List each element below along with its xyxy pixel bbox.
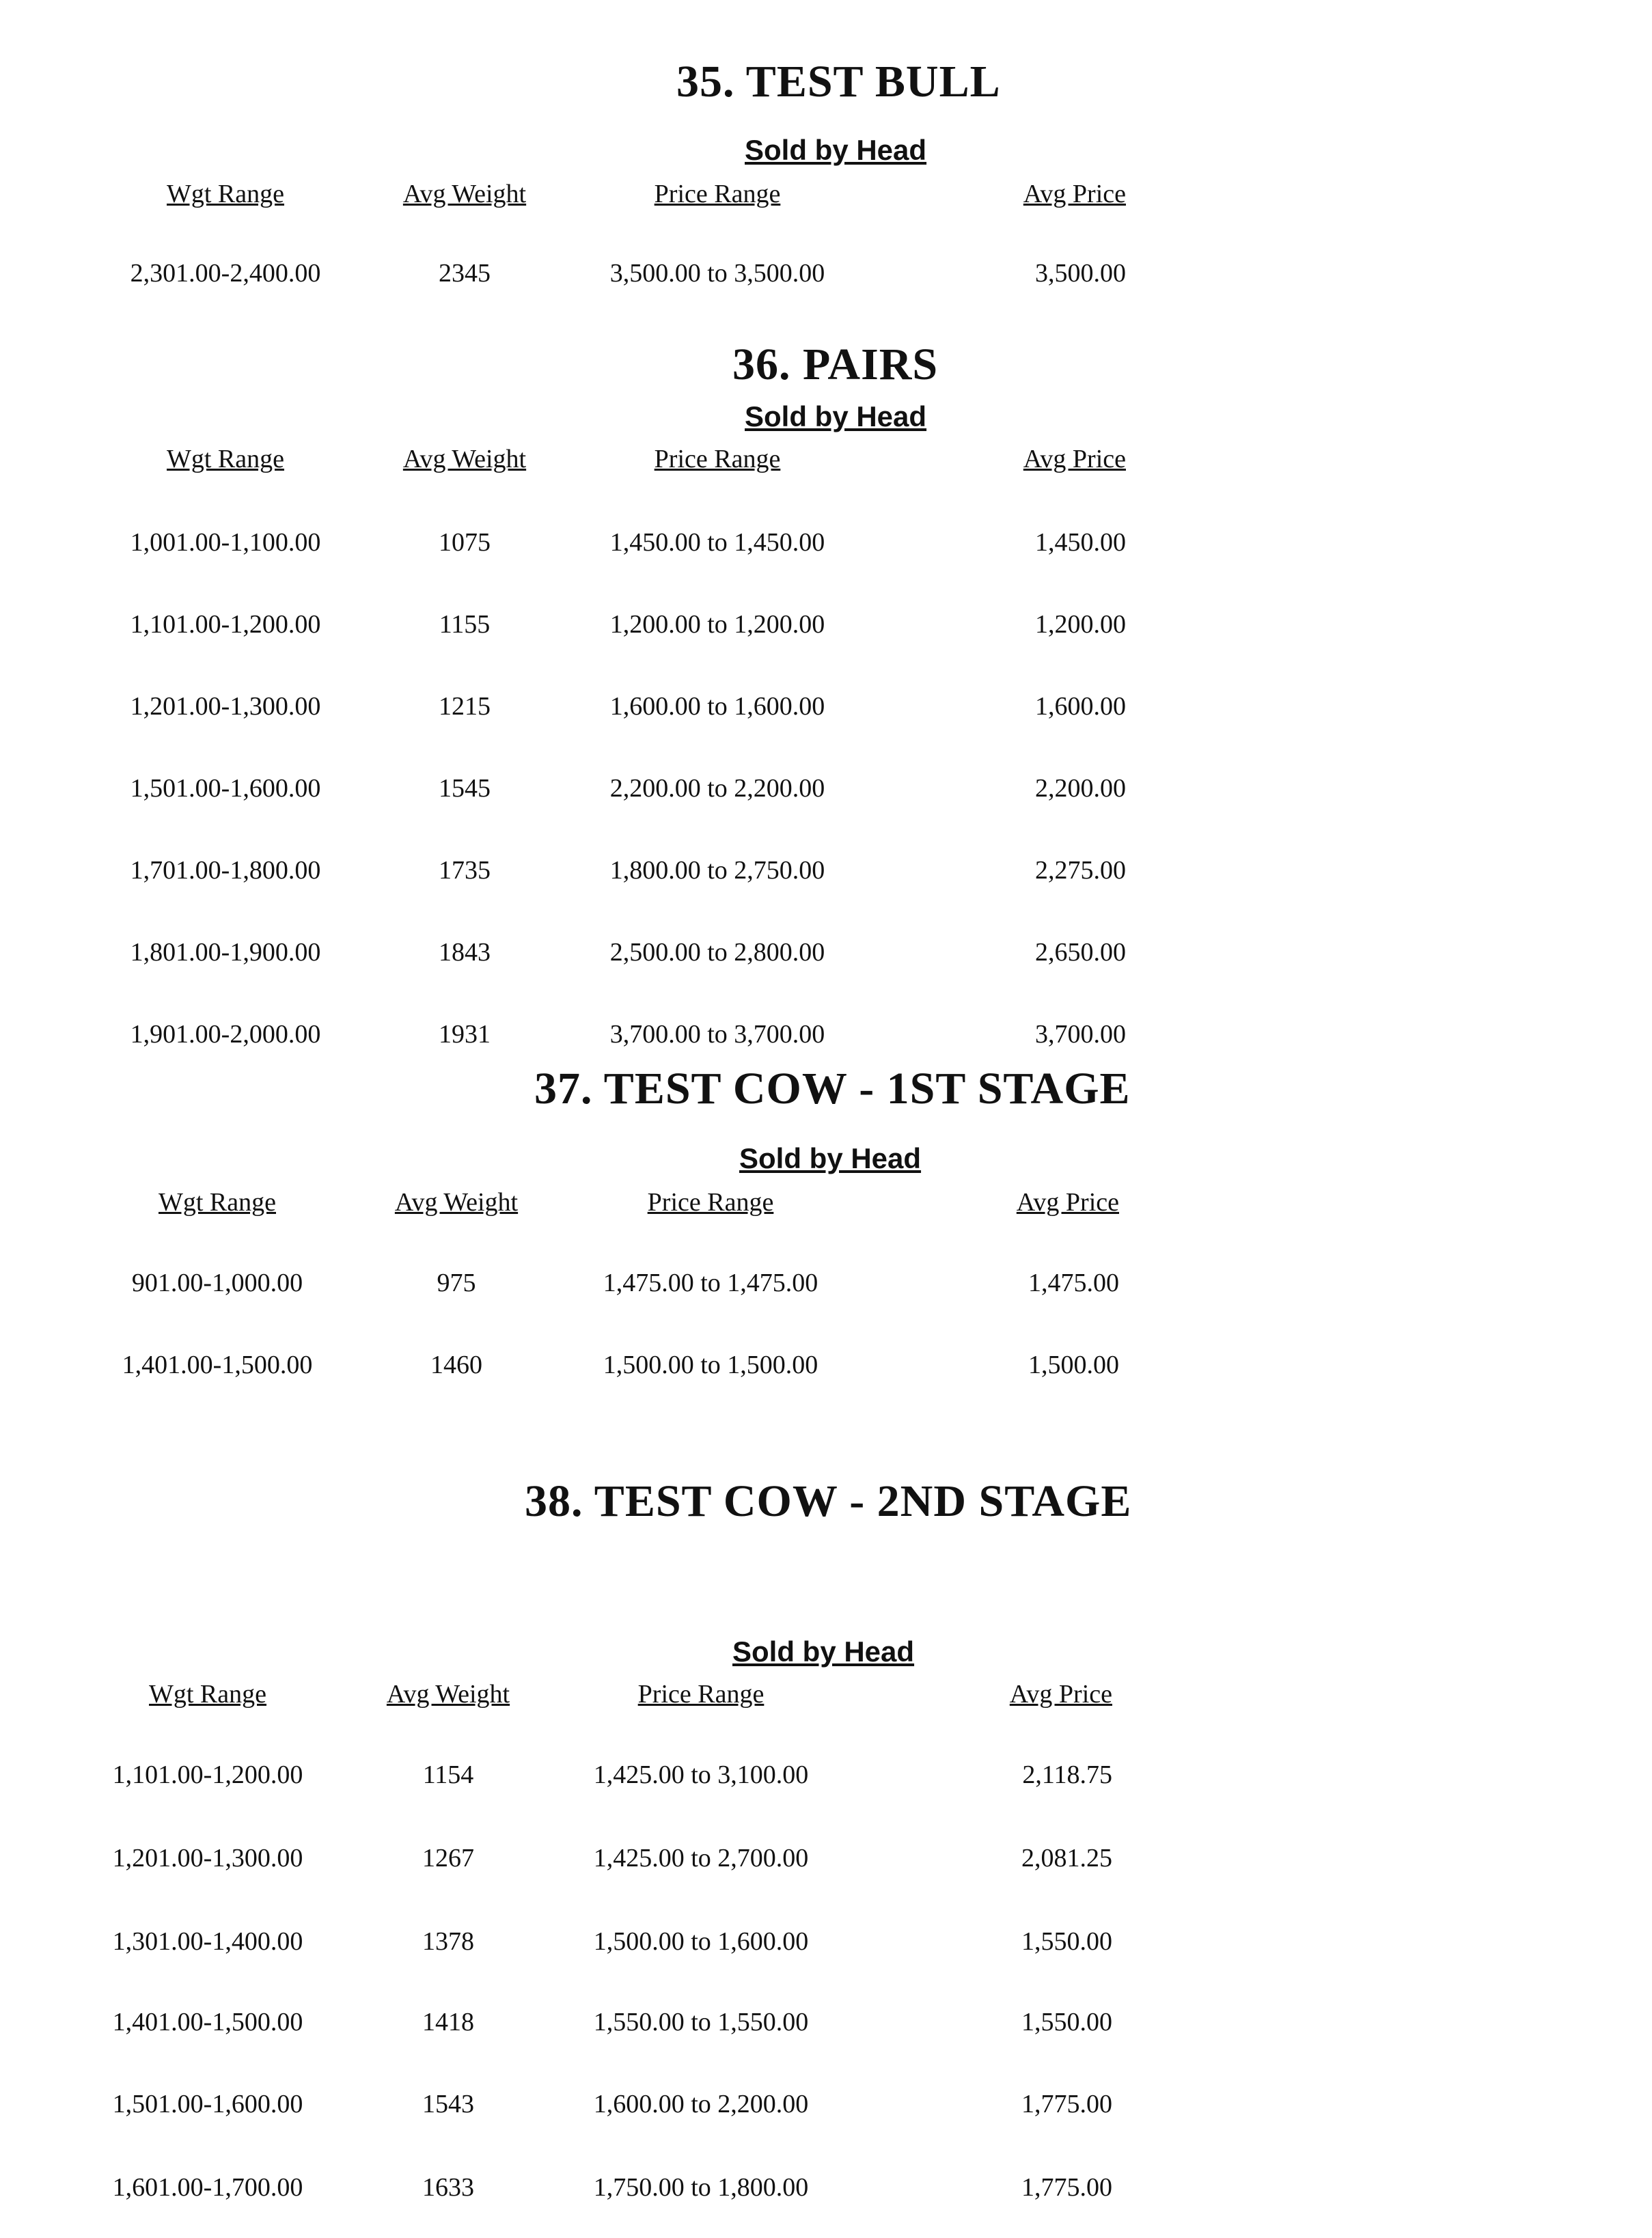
cell-price-range: 1,450.00 to 1,450.00 bbox=[609, 528, 825, 557]
cell-wgt-range: 1,601.00-1,700.00 bbox=[112, 2173, 303, 2202]
header-avg-price: Avg Price bbox=[1023, 445, 1126, 473]
table-row bbox=[0, 855, 1652, 896]
cell-avg-price: 3,700.00 bbox=[1035, 1020, 1126, 1049]
cell-avg-weight: 975 bbox=[437, 1269, 476, 1297]
header-price-range: Price Range bbox=[654, 445, 781, 473]
cell-wgt-range: 1,901.00-2,000.00 bbox=[130, 1020, 321, 1049]
table-row bbox=[0, 2007, 1652, 2048]
sold-by-label: Sold by Head bbox=[745, 134, 927, 166]
cell-avg-weight: 1215 bbox=[439, 692, 491, 721]
cell-wgt-range: 1,001.00-1,100.00 bbox=[130, 528, 321, 557]
table-row bbox=[0, 1926, 1652, 1967]
cell-price-range: 1,600.00 to 2,200.00 bbox=[593, 2090, 809, 2118]
table-row bbox=[0, 1760, 1652, 1801]
header-price-range: Price Range bbox=[637, 1680, 765, 1709]
cell-price-range: 1,550.00 to 1,550.00 bbox=[593, 2008, 809, 2036]
header-price-range: Price Range bbox=[654, 180, 781, 208]
table-header bbox=[0, 1187, 1652, 1228]
cell-price-range: 2,200.00 to 2,200.00 bbox=[609, 774, 825, 803]
sold-by-label: Sold by Head bbox=[745, 400, 927, 432]
cell-avg-price: 2,200.00 bbox=[1035, 774, 1126, 803]
cell-avg-weight: 2345 bbox=[439, 259, 491, 288]
cell-avg-price: 1,775.00 bbox=[1021, 2173, 1112, 2202]
section-title-test-cow-1st-stage: 37. TEST COW - 1ST STAGE bbox=[534, 1064, 1131, 1114]
cell-avg-price: 2,650.00 bbox=[1035, 938, 1126, 967]
cell-price-range: 1,425.00 to 3,100.00 bbox=[593, 1760, 809, 1789]
table-header bbox=[0, 444, 1652, 485]
cell-price-range: 1,800.00 to 2,750.00 bbox=[609, 856, 825, 885]
table-row bbox=[0, 1350, 1652, 1391]
table-row bbox=[0, 2089, 1652, 2130]
header-avg-weight: Avg Weight bbox=[402, 445, 527, 473]
table-header bbox=[0, 179, 1652, 220]
table-row bbox=[0, 527, 1652, 568]
cell-avg-price: 1,450.00 bbox=[1035, 528, 1126, 557]
header-wgt-range: Wgt Range bbox=[158, 1188, 277, 1217]
cell-avg-weight: 1843 bbox=[439, 938, 491, 967]
section-title-pairs: 36. PAIRS bbox=[732, 340, 939, 389]
cell-price-range: 1,200.00 to 1,200.00 bbox=[609, 610, 825, 639]
cell-avg-price: 1,550.00 bbox=[1021, 1927, 1112, 1956]
header-avg-price: Avg Price bbox=[1009, 1680, 1112, 1709]
table-row bbox=[0, 1268, 1652, 1309]
cell-wgt-range: 1,501.00-1,600.00 bbox=[130, 774, 321, 803]
cell-avg-weight: 1545 bbox=[439, 774, 491, 803]
cell-wgt-range: 1,401.00-1,500.00 bbox=[122, 1351, 313, 1379]
cell-wgt-range: 1,101.00-1,200.00 bbox=[130, 610, 321, 639]
cell-price-range: 1,750.00 to 1,800.00 bbox=[593, 2173, 809, 2202]
sold-by-label: Sold by Head bbox=[739, 1142, 922, 1174]
cell-avg-weight: 1735 bbox=[439, 856, 491, 885]
cell-avg-weight: 1378 bbox=[422, 1927, 474, 1956]
cell-price-range: 3,700.00 to 3,700.00 bbox=[609, 1020, 825, 1049]
cell-avg-price: 1,775.00 bbox=[1021, 2090, 1112, 2118]
cell-wgt-range: 1,501.00-1,600.00 bbox=[112, 2090, 303, 2118]
cell-avg-price: 1,600.00 bbox=[1035, 692, 1126, 721]
cell-wgt-range: 1,801.00-1,900.00 bbox=[130, 938, 321, 967]
header-avg-weight: Avg Weight bbox=[386, 1680, 510, 1709]
cell-avg-price: 1,500.00 bbox=[1028, 1351, 1119, 1379]
header-avg-weight: Avg Weight bbox=[394, 1188, 519, 1217]
header-wgt-range: Wgt Range bbox=[148, 1680, 267, 1709]
cell-wgt-range: 1,701.00-1,800.00 bbox=[130, 856, 321, 885]
cell-avg-price: 2,081.25 bbox=[1021, 1844, 1112, 1873]
cell-price-range: 1,500.00 to 1,500.00 bbox=[603, 1351, 818, 1379]
cell-avg-weight: 1543 bbox=[422, 2090, 474, 2118]
cell-avg-weight: 1075 bbox=[439, 528, 491, 557]
header-avg-price: Avg Price bbox=[1023, 180, 1126, 208]
cell-avg-weight: 1418 bbox=[422, 2008, 474, 2036]
section-title-test-cow-2nd-stage: 38. TEST COW - 2ND STAGE bbox=[525, 1476, 1132, 1526]
header-avg-price: Avg Price bbox=[1016, 1188, 1119, 1217]
cell-wgt-range: 1,201.00-1,300.00 bbox=[112, 1844, 303, 1873]
header-wgt-range: Wgt Range bbox=[166, 445, 285, 473]
header-wgt-range: Wgt Range bbox=[166, 180, 285, 208]
cell-wgt-range: 1,201.00-1,300.00 bbox=[130, 692, 321, 721]
cell-price-range: 1,500.00 to 1,600.00 bbox=[593, 1927, 809, 1956]
cell-avg-price: 1,475.00 bbox=[1028, 1269, 1119, 1297]
section-title-test-bull: 35. TEST BULL bbox=[676, 57, 1001, 107]
cell-avg-price: 2,275.00 bbox=[1035, 856, 1126, 885]
table-row bbox=[0, 937, 1652, 978]
cell-avg-weight: 1154 bbox=[422, 1760, 474, 1789]
table-row bbox=[0, 609, 1652, 650]
table-row bbox=[0, 2172, 1652, 2213]
table-row bbox=[0, 1019, 1652, 1060]
cell-wgt-range: 1,101.00-1,200.00 bbox=[112, 1760, 303, 1789]
table-row bbox=[0, 691, 1652, 732]
cell-avg-weight: 1155 bbox=[439, 610, 491, 639]
cell-wgt-range: 1,401.00-1,500.00 bbox=[112, 2008, 303, 2036]
table-row bbox=[0, 258, 1652, 299]
cell-wgt-range: 1,301.00-1,400.00 bbox=[112, 1927, 303, 1956]
cell-avg-weight: 1460 bbox=[430, 1351, 482, 1379]
cell-price-range: 2,500.00 to 2,800.00 bbox=[609, 938, 825, 967]
cell-price-range: 3,500.00 to 3,500.00 bbox=[609, 259, 825, 288]
cell-avg-price: 3,500.00 bbox=[1035, 259, 1126, 288]
cell-avg-price: 1,200.00 bbox=[1035, 610, 1126, 639]
cell-avg-weight: 1633 bbox=[422, 2173, 474, 2202]
header-avg-weight: Avg Weight bbox=[402, 180, 527, 208]
cell-avg-weight: 1267 bbox=[422, 1844, 474, 1873]
cell-wgt-range: 901.00-1,000.00 bbox=[131, 1269, 303, 1297]
cell-avg-price: 2,118.75 bbox=[1022, 1760, 1112, 1789]
sold-by-label: Sold by Head bbox=[732, 1635, 915, 1668]
header-price-range: Price Range bbox=[647, 1188, 774, 1217]
cell-price-range: 1,475.00 to 1,475.00 bbox=[603, 1269, 818, 1297]
cell-price-range: 1,600.00 to 1,600.00 bbox=[609, 692, 825, 721]
table-row bbox=[0, 773, 1652, 814]
cell-avg-price: 1,550.00 bbox=[1021, 2008, 1112, 2036]
cell-wgt-range: 2,301.00-2,400.00 bbox=[130, 259, 321, 288]
cell-avg-weight: 1931 bbox=[439, 1020, 491, 1049]
table-row bbox=[0, 1843, 1652, 1884]
cell-price-range: 1,425.00 to 2,700.00 bbox=[593, 1844, 809, 1873]
table-header bbox=[0, 1679, 1652, 1720]
